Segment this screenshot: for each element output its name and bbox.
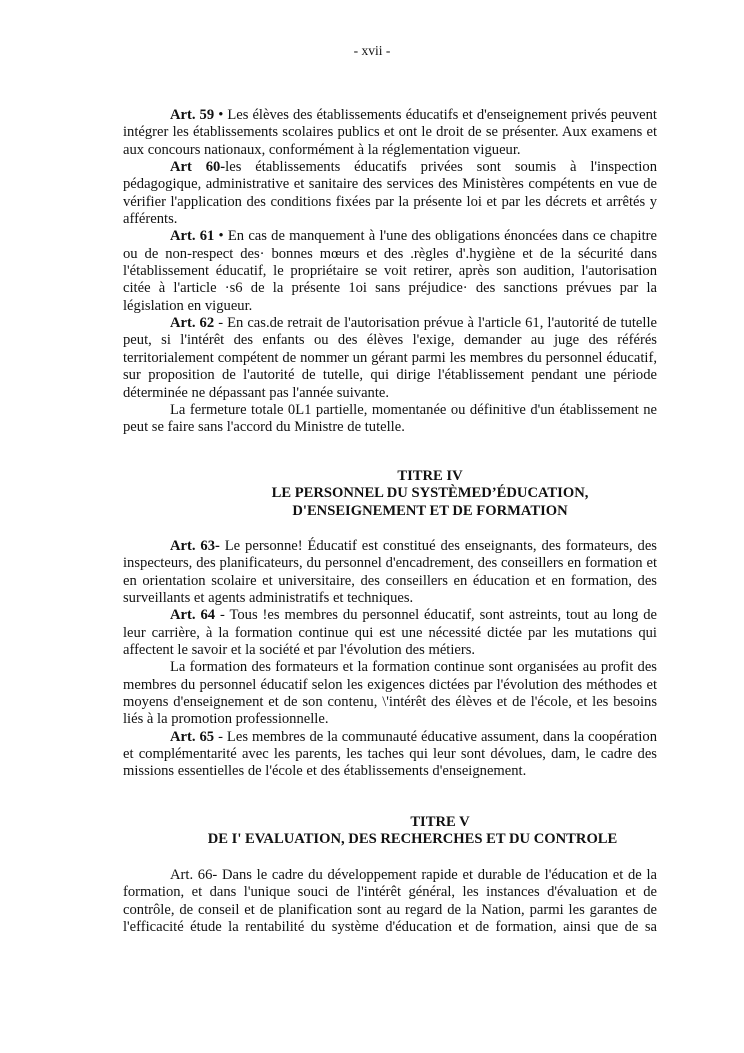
article-63 [123,538,657,607]
titre-name-line2: D'ENSEIGNEMENT ET DE FORMATION [292,502,568,519]
article-text: • Les élèves des établissements éducatifs et d'enseignement privés peuvent intégrer les établissements scolaires publics et ont le droit de se présenter. Aux examens et aux concours nationaux, conformément à la réglementation vigueur. [123,107,657,158]
article-61 [123,228,657,315]
article-text: • En cas de manquement à l'une des obligations énoncées dans ce chapitre ou de non-respect des· bonnes mœurs et des .règles d'.hygiène et de la sécurité dans l'établissement éducatif, le propriétaire se voit retirer, après son audition, l'autorisation citée à l'article ·s6 de la présente 1oi sans préjudice· des sanctions prévues par la législation en vigueur. [123,228,657,314]
titre-iv-heading [123,468,657,520]
article-65 [123,729,657,781]
article-text: - En cas.de retrait de l'autorisation prévue à l'article 61, l'autorité de tutelle peut, si l'intérêt des enfants ou des élèves l'exige, demander au juge des référés territorialement compétent de nommer un gérant parmi les membres du personnel éducatif, sur proposition de l'autorité de tutelle, qui dirige l'établissement pendant une période déterminée ne dépassant pas l'année suivante. [123,315,657,401]
titre-name-line1: LE PERSONNEL DU SYSTÈMED’ÉDUCATION, [271,485,589,502]
articles-63-65 [123,538,657,781]
article-label: Art. 59 [170,107,215,123]
titre-number: TITRE IV [397,468,463,484]
article-label: Art. 61 [170,228,215,245]
paragraph-formation [123,659,657,728]
article-text: les établissements éducatifs privées sont soumis à l'inspection pédagogique, administrative et sanitaire des services des Ministères compétents en vue de vérifier l'application des conditions fixées par la présente loi et par les décrets et arrêtés y afférents. [123,159,657,228]
article-label: Art. 63- [170,538,220,554]
article-66 [123,867,657,936]
article-text: Art. 66- Dans le cadre du développement rapide et durable de l'éducation et de la formation, et dans l'unique souci de l'intérêt général, les instances d'évaluation et de contrôle, de conseil et de planification sont au regard de la Nation, parmi les garantes de l'efficacité étude la rentabilité du système d'éducation et de formation, ainsi que de sa [123,867,657,936]
page-number: - xvii - [353,43,391,58]
article-64 [123,607,657,659]
article-text: - Les membres de la communauté éducative assument, dans la coopération et complémentarité avec les parents, les taches qui leur sont dévolues, dam, le cadre des missions essentielles de l'école et des établissements d'enseignement. [123,728,657,780]
paragraph-fermeture [123,402,657,437]
article-label: Art 60- [170,159,226,176]
article-62 [123,315,657,402]
titre-name: DE I' EVALUATION, DES RECHERCHES ET DU CONTROLE [207,831,618,848]
article-66-block [123,867,657,936]
article-label: Art. 64 [170,607,216,624]
article-label: Art. 62 [170,315,215,332]
articles-59-62 [123,107,657,437]
paragraph-text: La fermeture totale 0L1 partielle, momentanée ou définitive d'un établissement ne peut se faire sans l'accord du Ministre de tutelle. [123,401,657,436]
article-text: Le personne! Éducatif est constitué des enseignants, des formateurs, des inspecteurs, des planificateurs, du personnel d'encadrement, des conseillers en formation et en orientation scolaire et universitaire, des conseillers en éducation et en formation, des surveillants et agents administratifs et techniques. [123,538,657,607]
article-59 [123,107,657,159]
titre-v-heading [123,814,657,849]
article-60 [123,159,657,228]
article-text: - Tous !es membres du personnel éducatif, sont astreints, tout au long de leur carrière, à la formation continue qui est une nécessité dictée par les mutations qui affectent le savoir et la société et par l'évolution des métiers. [123,607,657,659]
titre-number: TITRE V [410,814,470,830]
paragraph-text: La formation des formateurs et la formation continue sont organisées au profit des membres du personnel éducatif selon les exigences dictées par l'évolution des méthodes et moyens d'enseignement et de son contenu, \'intérêt des élèves et de l'école, et les besoins liés à la promotion professionnelle. [123,659,657,728]
article-label: Art. 65 [170,728,215,745]
